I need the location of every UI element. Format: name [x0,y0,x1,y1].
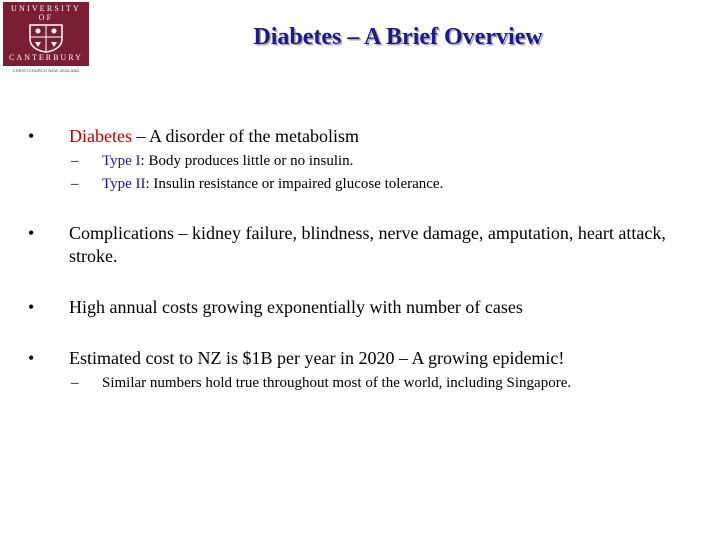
bullet-text: High annual costs growing exponentially with number of cases [69,297,523,317]
sub-bullet-marker: – [71,176,79,192]
logo-bottom-text: CANTERBURY [9,53,83,62]
bullet-marker: • [28,348,35,368]
logo-top-text: UNIVERSITY OF [11,4,81,22]
sub-bullet-marker: – [71,153,79,169]
sub-bullet-marker: – [71,375,79,391]
sub-bullet-text: Similar numbers hold true throughout most of the world, including Singapore. [102,375,572,391]
term-diabetes: Diabetes [69,126,132,146]
bullet-text: Estimated cost to NZ is $1B per year in 2020 – A growing epidemic! [69,348,565,368]
bullet-nz-cost [28,347,698,370]
bullet-text: – A disorder of the metabolism [131,126,359,146]
sub-bullet-text: : Insulin resistance or impaired glucose tolerance. [145,176,444,192]
sub-bullet-type2 [28,174,698,194]
bullet-marker: • [28,126,35,146]
bullet-marker: • [28,297,35,317]
crest-icon [26,23,66,53]
sub-bullet-world [28,373,698,393]
sub-bullet-type1 [28,151,698,171]
bullet-diabetes [28,125,698,148]
term-type2: Type II [102,176,146,192]
bullet-list [28,125,698,393]
bullet-complications [28,222,698,268]
bullet-costs [28,296,698,319]
bullet-text: Complications – kidney failure, blindness, nerve damage, amputation, heart attack, stroke. [69,223,666,266]
term-type1: Type I [102,153,141,169]
sub-bullet-text: : Body produces little or no insulin. [140,153,354,169]
logo-strap-text: CHRISTCHURCH NEW ZEALAND [12,68,80,73]
bullet-marker: • [28,223,35,243]
slide-title: Diabetes – A Brief Overview [253,24,543,50]
university-logo [3,2,89,73]
